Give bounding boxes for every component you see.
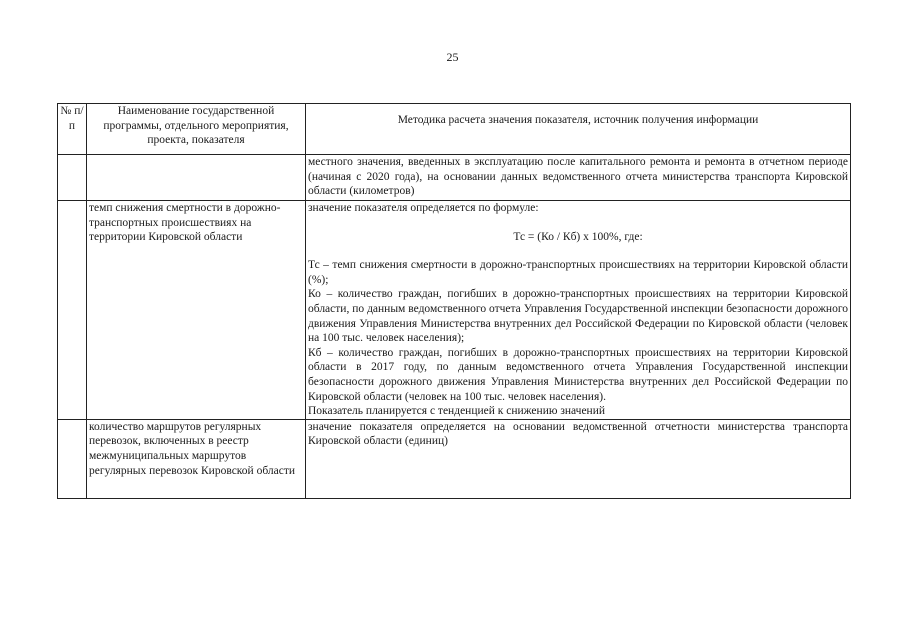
table-row [58,155,851,201]
cell-num [58,419,87,498]
trend-note: Показатель планируется с тенденцией к снижению значений [308,405,606,418]
definition-ko: Ко – количество граждан, погибших в дорожно-транспортных происшествиях на территории Кировской области, по данным ведомственного отчета Управления Государственной инспекции безопасности дорожного движения Управления Министерства внутренних дел Российской Федерации по Кировской области (человек на 100 тыс. человек населения); [308,288,848,345]
cell-num [58,155,87,201]
cell-name [87,155,306,201]
page-number: 25 [446,50,459,64]
formula: Тс = (Ко / Кб) х 100%, где: [513,230,643,243]
method-intro: значение показателя определяется по формуле: [308,202,539,214]
cell-method [306,201,851,420]
cell-method: местного значения, введенных в эксплуатацию после капитального ремонта и ремонта в отчетном периоде (начиная с 2020 года), на основании данных ведомственного отчета министерства транспорта Кировской области (километров) [306,155,851,201]
cell-num [58,201,87,420]
definition-tc: Тс – темп снижения смертности в дорожно-транспортных происшествиях на территории Кировской области (%); [308,259,848,286]
cell-name: количество маршрутов регулярных перевозок, включенных в реестр межмуниципальных маршрутов регулярных перевозок Кировской области [87,419,306,498]
header-method: Методика расчета значения показателя, источник получения информации [306,104,851,155]
indicator-table [57,103,851,499]
cell-name: темп снижения смертности в дорожно-транспортных происшествиях на территории Кировской области [87,201,306,420]
cell-method: значение показателя определяется на основании ведомственной отчетности министерства транспорта Кировской области (единиц) [306,419,851,498]
header-num: № п/п [58,104,87,155]
table-header-row [58,104,851,155]
header-name: Наименование государственной программы, отдельного мероприятия, проекта, показателя [87,104,306,155]
table-row [58,419,851,498]
table-row [58,201,851,420]
definition-kb: Кб – количество граждан, погибших в дорожно-транспортных происшествиях на территории Кировской области в 2017 году, по данным ведомственного отчета Управления Государственной инспекции безопасности дорожного движения Управления Министерства внутренних дел Российской Федерации по Кировской области (человек на 100 тыс. человек населения). [308,346,848,403]
